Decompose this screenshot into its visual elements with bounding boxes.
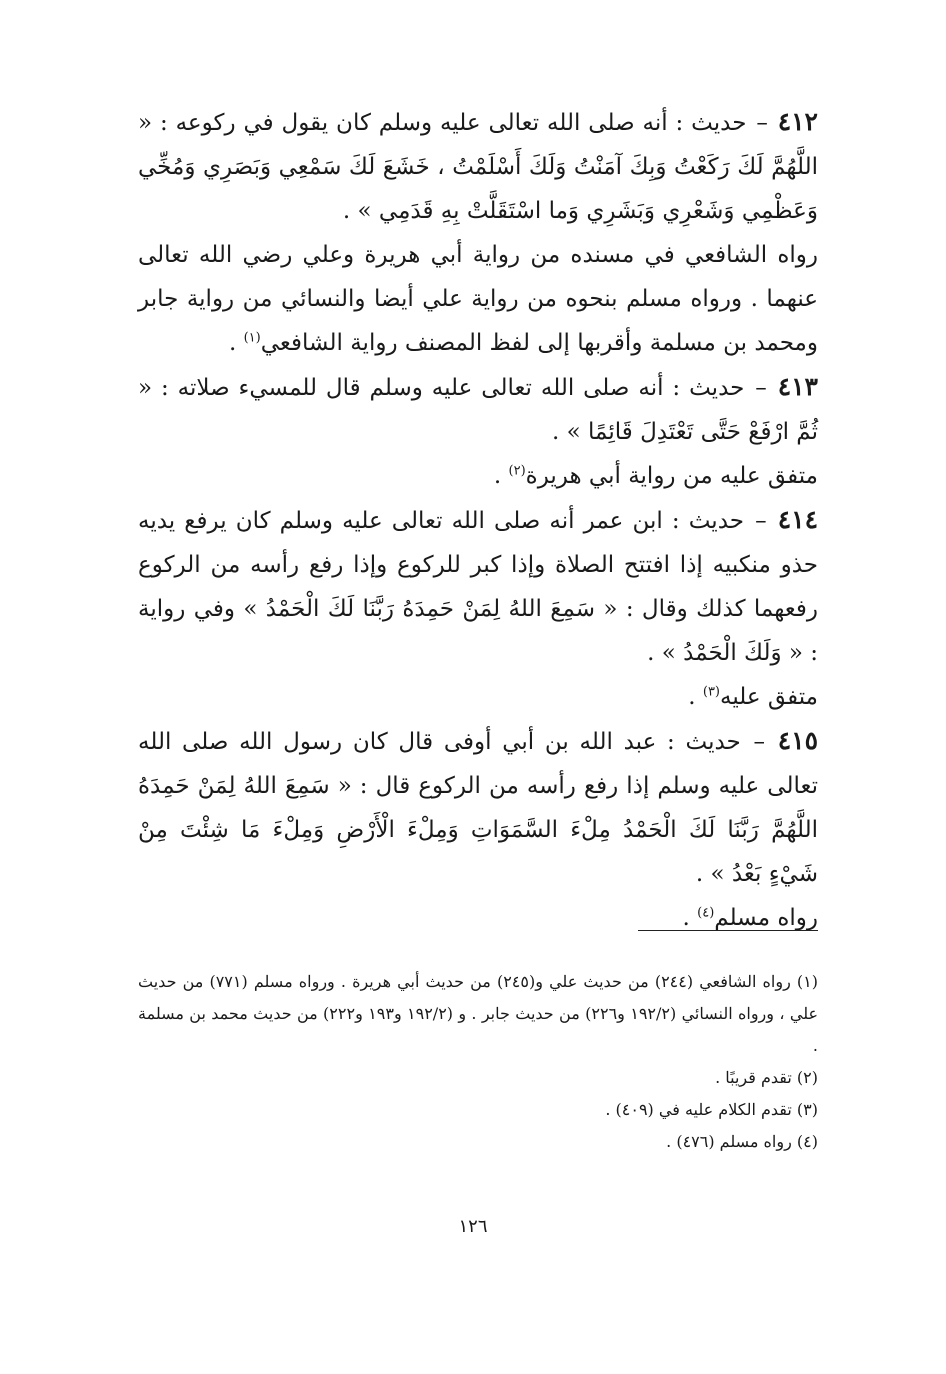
- hadith-text: حديث : أنه صلى الله تعالى عليه وسلم كان يقول في ركوعه : « اللَّهُمَّ لَكَ رَكَعْتُ وَبِكَ آمَنْتُ وَلَكَ أَسْلَمْتُ ، خَشَعَ لَكَ سَمْعِي وَبَصَرِي وَمُخِّي وَعَظْمِي وَشَعْرِي وَبَشَرِي وَما اسْتَقَلَّتْ بِهِ قَدَمِي » .: [138, 110, 818, 224]
- page-number: ١٢٦: [458, 1216, 488, 1237]
- separator-dash: –: [755, 375, 767, 401]
- hadith-text: حديث : ابن عمر أنه صلى الله تعالى عليه وسلم كان يرفع يديه حذو منكبيه إذا افتتح الصلاة وإذا كبر للركوع وإذا رفع رأسه من الركوع رفعهما كذلك وقال : « سَمِعَ اللهُ لِمَنْ حَمِدَهُ رَبَّنَا لَكَ الْحَمْدُ » وفي رواية : « وَلَكَ الْحَمْدُ » .: [138, 508, 818, 666]
- footnotes: [138, 966, 818, 1158]
- hadith-source: [138, 675, 818, 719]
- footnote-3: (٣) تقدم الكلام عليه في (٤٠٩) .: [605, 1100, 818, 1119]
- hadith-text: حديث : عبد الله بن أبي أوفى قال كان رسول الله صلى الله تعالى عليه وسلم إذا رفع رأسه من الركوع قال : « سَمِعَ اللهُ لِمَنْ حَمِدَهُ اللَّهُمَّ رَبَّنَا لَكَ الْحَمْدُ مِلْءَ السَّمَوَاتِ وَمِلْءَ الْأَرْضِ وَمِلْءَ مَا شِئْتَ مِنْ شَيْءٍ بَعْدُ » .: [138, 729, 818, 887]
- source-text: متفق عليه: [720, 684, 818, 710]
- hadith-number: ٤١٣: [777, 372, 818, 401]
- main-text: [138, 100, 818, 940]
- hadith-entry-413: [138, 365, 818, 454]
- hadith-source: [138, 233, 818, 365]
- hadith-number: ٤١٢: [777, 107, 818, 136]
- hadith-source: [138, 454, 818, 498]
- separator-dash: –: [756, 110, 768, 136]
- footnote-ref[interactable]: (٢): [508, 463, 526, 479]
- hadith-entry-415: [138, 719, 818, 896]
- source-text: متفق عليه من رواية أبي هريرة: [525, 463, 818, 489]
- footnote-4: (٤) رواه مسلم (٤٧٦) .: [666, 1132, 818, 1151]
- source-end: .: [682, 905, 698, 931]
- hadith-entry-414: [138, 498, 818, 675]
- source-end: .: [493, 463, 509, 489]
- hadith-text: حديث : أنه صلى الله تعالى عليه وسلم قال للمسيء صلاته : « ثُمَّ ارْفَعْ حَتَّى تَعْتَدِلَ قَائِمًا » .: [138, 375, 818, 445]
- hadith-number: ٤١٥: [777, 726, 819, 755]
- footnote-divider: [638, 930, 818, 931]
- footnote-ref[interactable]: (١): [243, 330, 261, 346]
- separator-dash: –: [753, 729, 765, 755]
- hadith-number: ٤١٤: [777, 505, 819, 534]
- source-text: رواه مسلم: [714, 905, 818, 931]
- footnote-ref[interactable]: (٤): [697, 905, 715, 921]
- hadith-source: [138, 896, 818, 940]
- source-text: رواه الشافعي في مسنده من رواية أبي هريرة وعلي رضي الله تعالى عنهما . ورواه مسلم بنحوه من رواية علي أيضا والنسائي من رواية جابر ومحمد بن مسلمة وأقربها إلى لفظ المصنف رواية الشافعي: [138, 242, 818, 356]
- hadith-entry-412: [138, 100, 818, 233]
- footnote-ref[interactable]: (٣): [702, 684, 720, 700]
- source-end: .: [228, 330, 244, 356]
- separator-dash: –: [755, 508, 767, 534]
- footnote-1: (١) رواه الشافعي (٢٤٤) من حديث علي و(٢٤٥) من حديث أبي هريرة . ورواه مسلم (٧٧١) من حديث علي ، ورواه النسائي (١٩٢/٢ و٢٢٦) من حديث جابر . و (١٩٢/٢ و١٩٣ و٢٢٢) من حديث محمد بن مسلمة .: [138, 972, 819, 1055]
- source-end: .: [688, 684, 703, 710]
- footnote-2: (٢) تقدم قريبًا .: [715, 1068, 818, 1087]
